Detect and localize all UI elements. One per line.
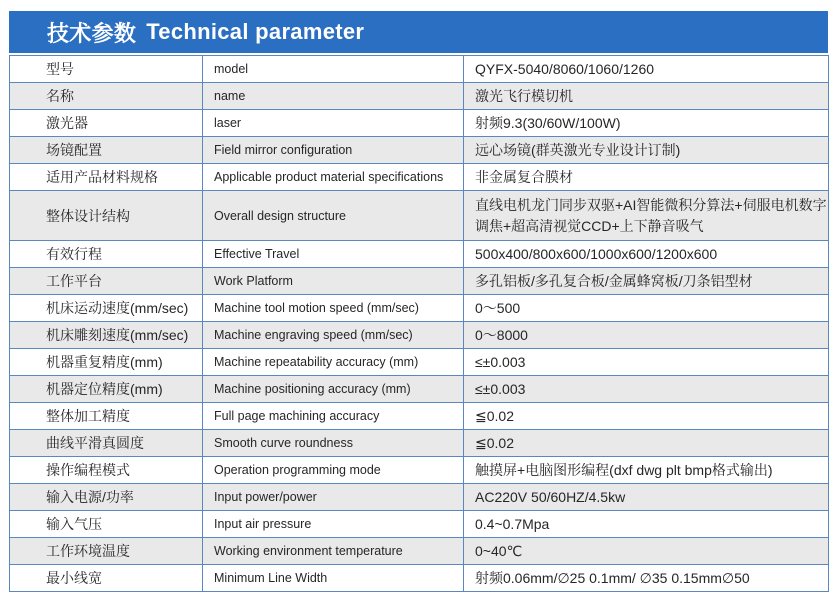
param-value: 0～8000 xyxy=(464,322,829,349)
param-name-zh: 机床雕刻速度(mm/sec) xyxy=(10,322,203,349)
param-name-zh: 最小线宽 xyxy=(10,565,203,592)
param-name-en: Minimum Line Width xyxy=(203,565,464,592)
param-value: 激光飞行模切机 xyxy=(464,83,829,110)
table-row xyxy=(10,403,829,430)
table-row xyxy=(10,241,829,268)
title-en: Technical parameter xyxy=(146,19,365,44)
param-name-en: Smooth curve roundness xyxy=(203,430,464,457)
param-name-en: Input power/power xyxy=(203,484,464,511)
param-name-en: Work Platform xyxy=(203,268,464,295)
param-value: ≤±0.003 xyxy=(464,349,829,376)
param-name-en: Input air pressure xyxy=(203,511,464,538)
param-name-zh: 整体设计结构 xyxy=(10,191,203,241)
param-name-zh: 机器定位精度(mm) xyxy=(10,376,203,403)
table-row xyxy=(10,137,829,164)
param-value: ≤±0.003 xyxy=(464,376,829,403)
param-name-en: model xyxy=(203,56,464,83)
param-name-en: Field mirror configuration xyxy=(203,137,464,164)
param-name-zh: 适用产品材料规格 xyxy=(10,164,203,191)
param-name-en: Full page machining accuracy xyxy=(203,403,464,430)
param-name-zh: 场镜配置 xyxy=(10,137,203,164)
table-row xyxy=(10,457,829,484)
param-value: 触摸屏+电脑图形编程(dxf dwg plt bmp格式输出) xyxy=(464,457,829,484)
param-name-zh: 工作平台 xyxy=(10,268,203,295)
param-name-en: Working environment temperature xyxy=(203,538,464,565)
table-row xyxy=(10,83,829,110)
table-row xyxy=(10,110,829,137)
param-name-en: Applicable product material specifications xyxy=(203,164,464,191)
param-value: 0~40℃ xyxy=(464,538,829,565)
param-name-en: name xyxy=(203,83,464,110)
param-name-zh: 输入电源/功率 xyxy=(10,484,203,511)
param-value: ≦0.02 xyxy=(464,430,829,457)
table-row xyxy=(10,511,829,538)
param-name-zh: 曲线平滑真圆度 xyxy=(10,430,203,457)
param-value: 0.4~0.7Mpa xyxy=(464,511,829,538)
param-name-zh: 操作编程模式 xyxy=(10,457,203,484)
table-row xyxy=(10,484,829,511)
param-value: 非金属复合膜材 xyxy=(464,164,829,191)
param-name-en: Machine positioning accuracy (mm) xyxy=(203,376,464,403)
table-row xyxy=(10,56,829,83)
param-name-zh: 型号 xyxy=(10,56,203,83)
table-row xyxy=(10,322,829,349)
param-name-zh: 工作环境温度 xyxy=(10,538,203,565)
table-row xyxy=(10,164,829,191)
param-value: 多孔铝板/多孔复合板/金属蜂窝板/刀条铝型材 xyxy=(464,268,829,295)
table-row xyxy=(10,538,829,565)
param-name-zh: 机器重复精度(mm) xyxy=(10,349,203,376)
param-name-en: Machine repeatability accuracy (mm) xyxy=(203,349,464,376)
param-name-en: Overall design structure xyxy=(203,191,464,241)
param-name-en: laser xyxy=(203,110,464,137)
param-value: 射频0.06mm/∅25 0.1mm/ ∅35 0.15mm∅50 xyxy=(464,565,829,592)
param-name-zh: 机床运动速度(mm/sec) xyxy=(10,295,203,322)
table-row xyxy=(10,268,829,295)
param-name-zh: 激光器 xyxy=(10,110,203,137)
param-value: 射频9.3(30/60W/100W) xyxy=(464,110,829,137)
param-value: 远心场镜(群英激光专业设计订制) xyxy=(464,137,829,164)
spec-sheet xyxy=(9,11,828,592)
table-row xyxy=(10,349,829,376)
param-name-en: Effective Travel xyxy=(203,241,464,268)
param-value: 500x400/800x600/1000x600/1200x600 xyxy=(464,241,829,268)
param-name-en: Machine engraving speed (mm/sec) xyxy=(203,322,464,349)
table-row xyxy=(10,430,829,457)
param-name-en: Machine tool motion speed (mm/sec) xyxy=(203,295,464,322)
param-value: QYFX-5040/8060/1060/1260 xyxy=(464,56,829,83)
param-value: ≦0.02 xyxy=(464,403,829,430)
table-row xyxy=(10,565,829,592)
table-row xyxy=(10,376,829,403)
param-name-zh: 名称 xyxy=(10,83,203,110)
table-row xyxy=(10,191,829,241)
parameter-table xyxy=(9,55,829,592)
param-name-zh: 输入气压 xyxy=(10,511,203,538)
param-name-en: Operation programming mode xyxy=(203,457,464,484)
param-value: 直线电机龙门同步双驱+AI智能微积分算法+伺服电机数字调焦+超高清视觉CCD+上下静音吸气 xyxy=(464,191,829,241)
table-row xyxy=(10,295,829,322)
param-value: 0～500 xyxy=(464,295,829,322)
param-value: AC220V 50/60HZ/4.5kw xyxy=(464,484,829,511)
param-name-zh: 有效行程 xyxy=(10,241,203,268)
header-banner xyxy=(9,11,828,53)
param-name-zh: 整体加工精度 xyxy=(10,403,203,430)
title-zh: 技术参数 xyxy=(47,20,137,46)
